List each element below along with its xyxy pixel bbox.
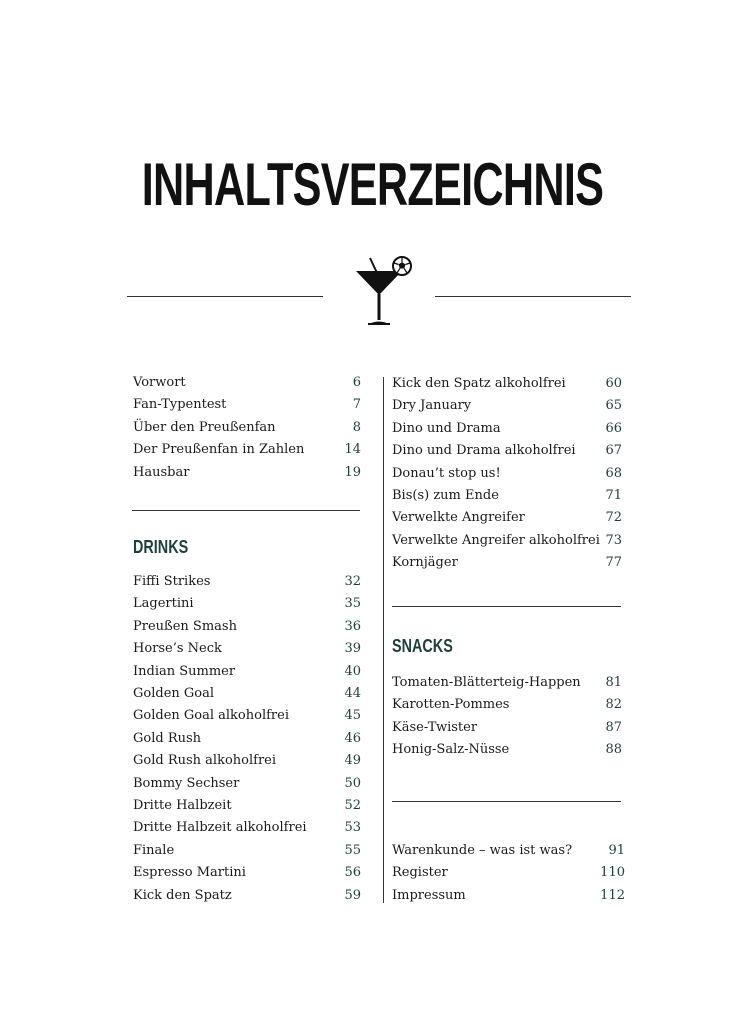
toc-entry-label: Über den Preußenfan [133, 419, 276, 435]
toc-entry-page: 66 [605, 420, 622, 436]
toc-entry-page: 40 [344, 663, 361, 679]
toc-entry [392, 418, 622, 440]
toc-entry [392, 395, 622, 417]
toc-entry-label: Kick den Spatz [133, 887, 232, 903]
toc-entry-page: 45 [344, 708, 361, 724]
toc-entry-label: Hausbar [133, 464, 190, 480]
toc-entry [133, 417, 361, 439]
toc-entry [133, 817, 361, 839]
toc-entry-page: 50 [344, 775, 361, 791]
toc-entry [133, 638, 361, 660]
toc-entry-label: Register [392, 865, 448, 881]
toc-entry-page: 56 [344, 865, 361, 881]
toc-entry [133, 462, 361, 484]
toc-entry [392, 862, 625, 884]
toc-entry [392, 440, 622, 462]
toc-entry [392, 373, 622, 395]
column-divider [383, 377, 384, 903]
toc-entry-label: Espresso Martini [133, 865, 246, 881]
toc-entry-label: Dino und Drama alkoholfrei [392, 443, 576, 459]
toc-entry [133, 750, 361, 772]
toc-entry-label: Warenkunde – was ist was? [392, 843, 573, 858]
toc-entry-page: 72 [605, 510, 622, 526]
toc-entry [392, 840, 625, 862]
toc-entry [133, 705, 361, 727]
toc-entry [133, 840, 361, 862]
toc-entry-page: 52 [344, 798, 361, 813]
toc-entry-label: Fiffi Strikes [133, 574, 211, 589]
toc-entry-label: Kornjäger [392, 555, 458, 571]
toc-entry-page: 82 [605, 697, 622, 713]
toc-entry-label: Dino und Drama [392, 420, 501, 436]
toc-entry-label: Käse-Twister [392, 719, 478, 735]
toc-entry-page: 59 [344, 887, 361, 903]
toc-entry-page: 6 [352, 375, 361, 390]
toc-entry-label: Der Preußenfan in Zahlen [133, 442, 305, 458]
toc-entry-label: Karotten-Pommes [392, 697, 510, 713]
toc-entry [392, 694, 622, 716]
toc-entry-label: Dritte Halbzeit [133, 798, 232, 813]
toc-entry [133, 439, 361, 461]
toc-entry-label: Lagertini [133, 596, 194, 612]
toc-entry-label: Golden Goal alkoholfrei [133, 708, 289, 724]
toc-entry-label: Kick den Spatz alkoholfrei [392, 376, 566, 391]
section-divider [132, 510, 360, 511]
toc-entry-page: 88 [605, 742, 622, 758]
toc-entry [392, 530, 622, 552]
toc-entry-page: 112 [600, 887, 625, 903]
toc-entry-page: 55 [344, 842, 361, 858]
title-rule-right [435, 296, 631, 297]
toc-entry-label: Bommy Sechser [133, 775, 240, 791]
toc-entry [392, 485, 622, 507]
toc-entry-page: 67 [605, 443, 622, 459]
toc-entry-page: 87 [605, 719, 622, 735]
toc-entry [392, 507, 622, 529]
toc-entry-page: 7 [352, 397, 361, 413]
toc-entry [133, 795, 361, 817]
toc-entry [133, 571, 361, 593]
toc-entry [133, 394, 361, 416]
toc-entry [133, 885, 361, 907]
toc-entry-page: 71 [605, 488, 622, 503]
section-heading-snacks: SNACKS [392, 636, 453, 656]
toc-entry-page: 39 [344, 641, 361, 657]
toc-entry [133, 661, 361, 683]
toc-entry-label: Finale [133, 842, 175, 858]
toc-entry-label: Vorwort [133, 375, 186, 390]
toc-entry-label: Gold Rush alkoholfrei [133, 753, 277, 769]
toc-entry-page: 35 [344, 596, 361, 612]
toc-entry [392, 885, 625, 907]
toc-entry-page: 81 [605, 675, 622, 690]
toc-entry [392, 552, 622, 574]
toc-entry [133, 728, 361, 750]
toc-entry [133, 372, 361, 394]
toc-entry-label: Dritte Halbzeit alkoholfrei [133, 820, 307, 836]
toc-entry-label: Fan-Typentest [133, 397, 227, 413]
toc-entry-page: 8 [352, 419, 361, 435]
toc-entry-page: 77 [605, 555, 622, 571]
toc-entry-label: Honig-Salz-Nüsse [392, 742, 510, 758]
toc-entry-page: 110 [600, 865, 625, 881]
toc-entry-page: 65 [605, 398, 622, 414]
toc-entry-page: 32 [344, 574, 361, 589]
toc-entry-label: Preußen Smash [133, 618, 237, 634]
toc-entry-label: Golden Goal [133, 686, 215, 701]
toc-entry-page: 68 [605, 465, 622, 481]
toc-entry-label: Gold Rush [133, 730, 202, 746]
toc-entry-page: 91 [608, 843, 625, 858]
toc-entry-label: Donau’t stop us! [392, 465, 501, 481]
toc-entry [133, 683, 361, 705]
toc-entry [392, 717, 622, 739]
toc-entry-label: Dry January [392, 398, 472, 414]
toc-entry-page: 49 [344, 753, 361, 769]
toc-entry-page: 60 [605, 376, 622, 391]
toc-entry [133, 862, 361, 884]
toc-entry-page: 44 [344, 686, 361, 701]
cocktail-glass-with-football-icon [352, 255, 414, 327]
toc-entry-page: 36 [344, 618, 361, 634]
toc-entry [392, 739, 622, 761]
toc-entry-label: Tomaten-Blätterteig-Happen [392, 675, 581, 690]
toc-entry-label: Verwelkte Angreifer [392, 510, 525, 526]
toc-entry [133, 773, 361, 795]
toc-entry-page: 14 [344, 442, 361, 458]
toc-entry-label: Indian Summer [133, 663, 236, 679]
toc-entry-page: 46 [344, 730, 361, 746]
section-divider [392, 606, 621, 607]
toc-entry-label: Bis(s) zum Ende [392, 488, 499, 503]
toc-entry [392, 463, 622, 485]
title-rule-left [127, 296, 323, 297]
toc-entry-label: Horse’s Neck [133, 641, 222, 657]
toc-entry-page: 19 [344, 464, 361, 480]
toc-entry [133, 616, 361, 638]
toc-entry [392, 672, 622, 694]
toc-entry [133, 593, 361, 615]
toc-entry-page: 53 [344, 820, 361, 836]
section-heading-drinks: DRINKS [133, 537, 189, 557]
toc-entry-label: Verwelkte Angreifer alkoholfrei [392, 532, 600, 548]
page-title: INHALTSVERZEICHNIS [141, 151, 604, 218]
toc-entry-page: 73 [605, 532, 622, 548]
toc-entry-label: Impressum [392, 887, 466, 903]
section-divider [392, 801, 621, 802]
